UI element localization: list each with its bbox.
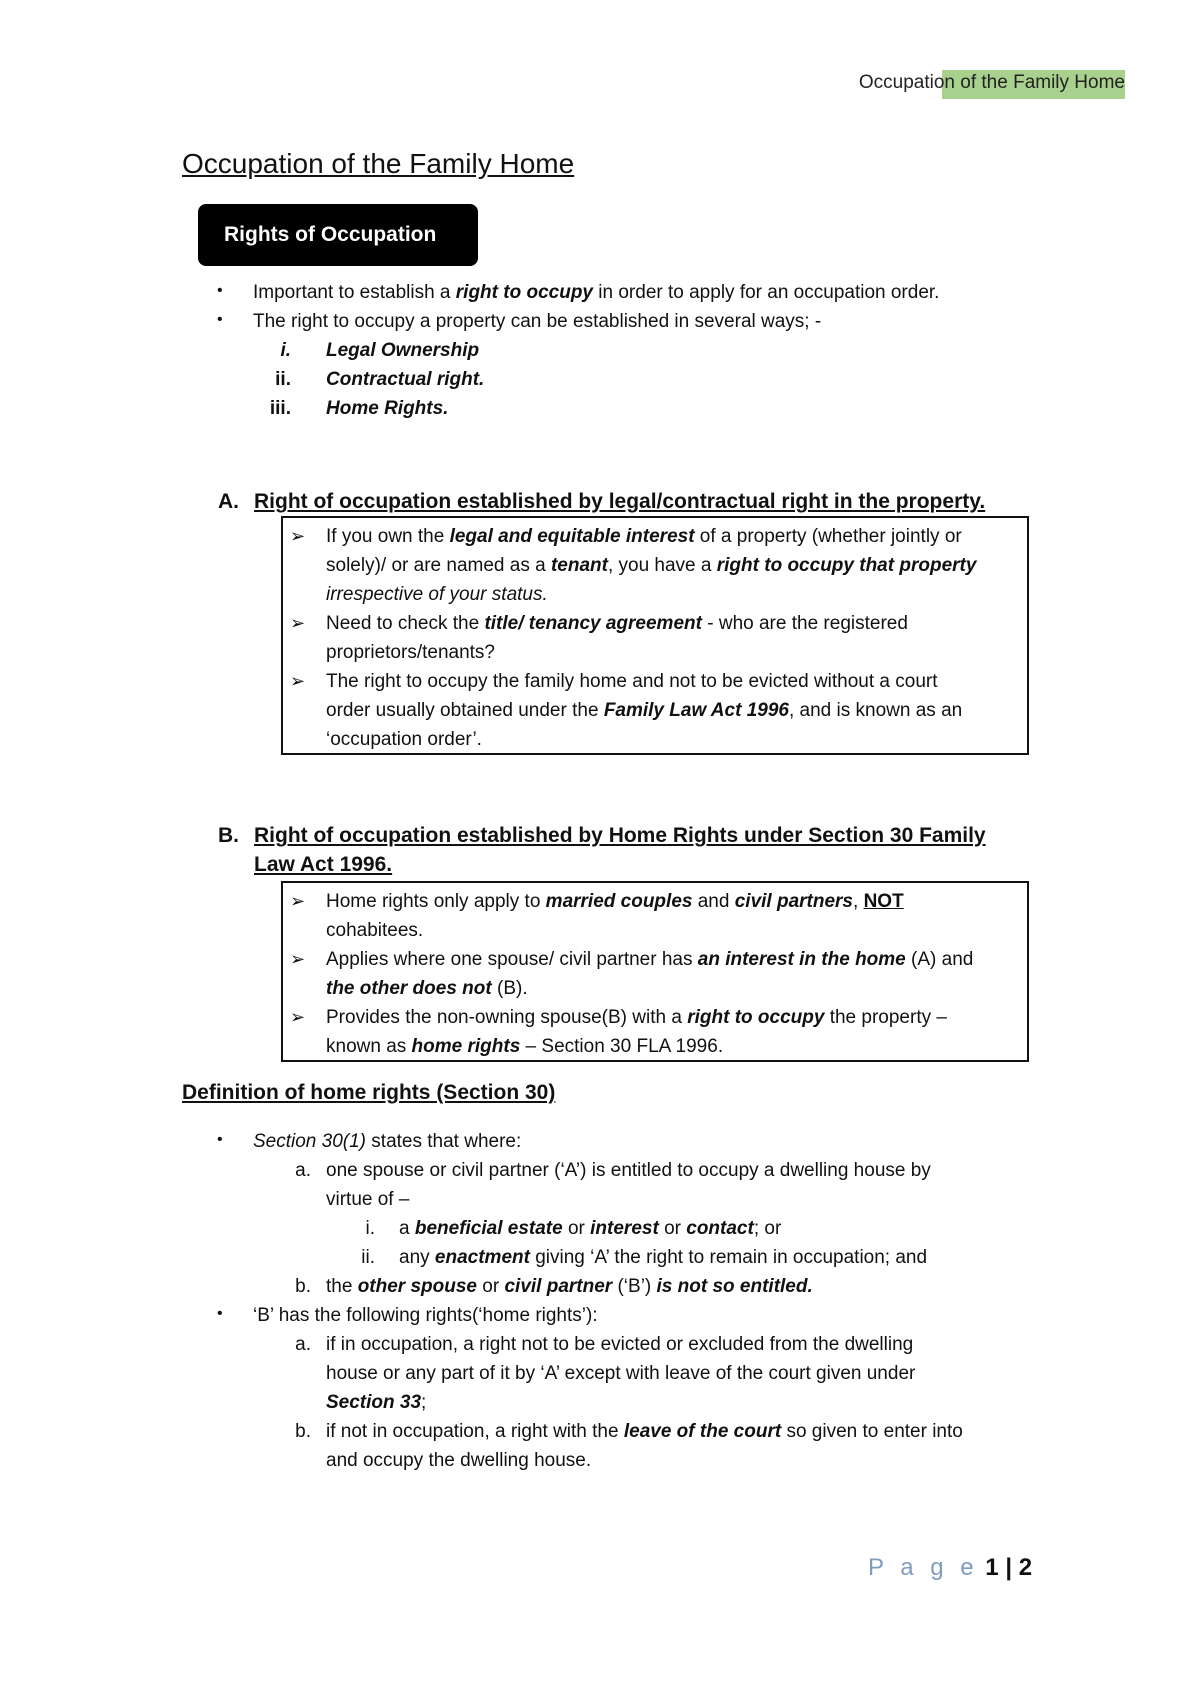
- box-line: order usually obtained under the Family Law Act 1996, and is known as an: [326, 700, 963, 721]
- box-line: known as home rights – Section 30 FLA 1996.: [326, 1036, 724, 1057]
- arrow-bullet-icon: ➢: [290, 949, 306, 969]
- list-number: a.: [295, 1160, 311, 1181]
- bullet-icon: •: [217, 282, 223, 299]
- box-line: cohabitees.: [326, 920, 424, 941]
- arrow-bullet-icon: ➢: [290, 891, 306, 911]
- definition-line: the other spouse or civil partner (‘B’) is not so entitled.: [326, 1276, 813, 1297]
- box-line: irrespective of your status.: [326, 584, 548, 605]
- rights-of-occupation-label: Rights of Occupation: [198, 204, 478, 266]
- running-header: Occupation of the Family Home: [858, 72, 1125, 93]
- section-b-box: [281, 881, 1029, 1062]
- definition-line: virtue of –: [326, 1189, 410, 1210]
- definition-line: Section 30(1) states that where:: [253, 1131, 522, 1152]
- definition-line: a beneficial estate or interest or contact; or: [399, 1218, 782, 1239]
- list-number: i.: [365, 1218, 375, 1239]
- list-number: iii.: [269, 398, 291, 419]
- bullet-icon: •: [217, 1131, 223, 1148]
- box-line: Applies where one spouse/ civil partner has an interest in the home (A) and: [326, 949, 974, 970]
- definition-line: ‘B’ has the following rights(‘home rights’):: [253, 1305, 598, 1326]
- way-item: Contractual right.: [326, 369, 485, 390]
- list-number: b.: [295, 1421, 311, 1442]
- bullet-icon: •: [217, 311, 223, 328]
- box-line: Home rights only apply to married couples and civil partners, NOT: [326, 891, 904, 912]
- section-a-box: [281, 516, 1029, 755]
- arrow-bullet-icon: ➢: [290, 613, 306, 633]
- definition-line: and occupy the dwelling house.: [326, 1450, 592, 1471]
- box-line: Provides the non-owning spouse(B) with a right to occupy the property –: [326, 1007, 947, 1028]
- arrow-bullet-icon: ➢: [290, 671, 306, 691]
- arrow-bullet-icon: ➢: [290, 526, 306, 546]
- list-number: ii.: [275, 369, 291, 390]
- box-line: the other does not (B).: [326, 978, 528, 999]
- box-line: solely)/ or are named as a tenant, you have a right to occupy that property: [326, 555, 977, 576]
- page-title: Occupation of the Family Home: [182, 148, 575, 179]
- box-line: proprietors/tenants?: [326, 642, 495, 663]
- bullet-icon: •: [217, 1305, 223, 1322]
- way-item: Legal Ownership: [326, 340, 480, 361]
- box-line: If you own the legal and equitable interest of a property (whether jointly or: [326, 526, 962, 547]
- page-footer: P a g e 1 | 2: [868, 1554, 1033, 1581]
- definition-line: any enactment giving ‘A’ the right to remain in occupation; and: [399, 1247, 928, 1268]
- definition-line: one spouse or civil partner (‘A’) is entitled to occupy a dwelling house by: [326, 1160, 931, 1181]
- intro-bullet: Important to establish a right to occupy in order to apply for an occupation order.: [253, 282, 940, 303]
- definition-line: if not in occupation, a right with the leave of the court so given to enter into: [326, 1421, 963, 1442]
- box-line: Need to check the title/ tenancy agreement - who are the registered: [326, 613, 908, 634]
- box-line: The right to occupy the family home and not to be evicted without a court: [326, 671, 938, 692]
- definition-line: if in occupation, a right not to be evicted or excluded from the dwelling: [326, 1334, 914, 1355]
- definition-heading: Definition of home rights (Section 30): [182, 1081, 556, 1104]
- list-number: b.: [295, 1276, 311, 1297]
- box-line: ‘occupation order’.: [326, 729, 482, 750]
- list-number: ii.: [361, 1247, 375, 1268]
- list-number: a.: [295, 1334, 311, 1355]
- intro-bullet: The right to occupy a property can be established in several ways; -: [253, 311, 822, 332]
- definition-line: house or any part of it by ‘A’ except with leave of the court given under: [326, 1363, 916, 1384]
- definition-line: Section 33;: [326, 1392, 427, 1413]
- arrow-bullet-icon: ➢: [290, 1007, 306, 1027]
- list-number: i.: [280, 340, 291, 361]
- way-item: Home Rights.: [326, 398, 449, 419]
